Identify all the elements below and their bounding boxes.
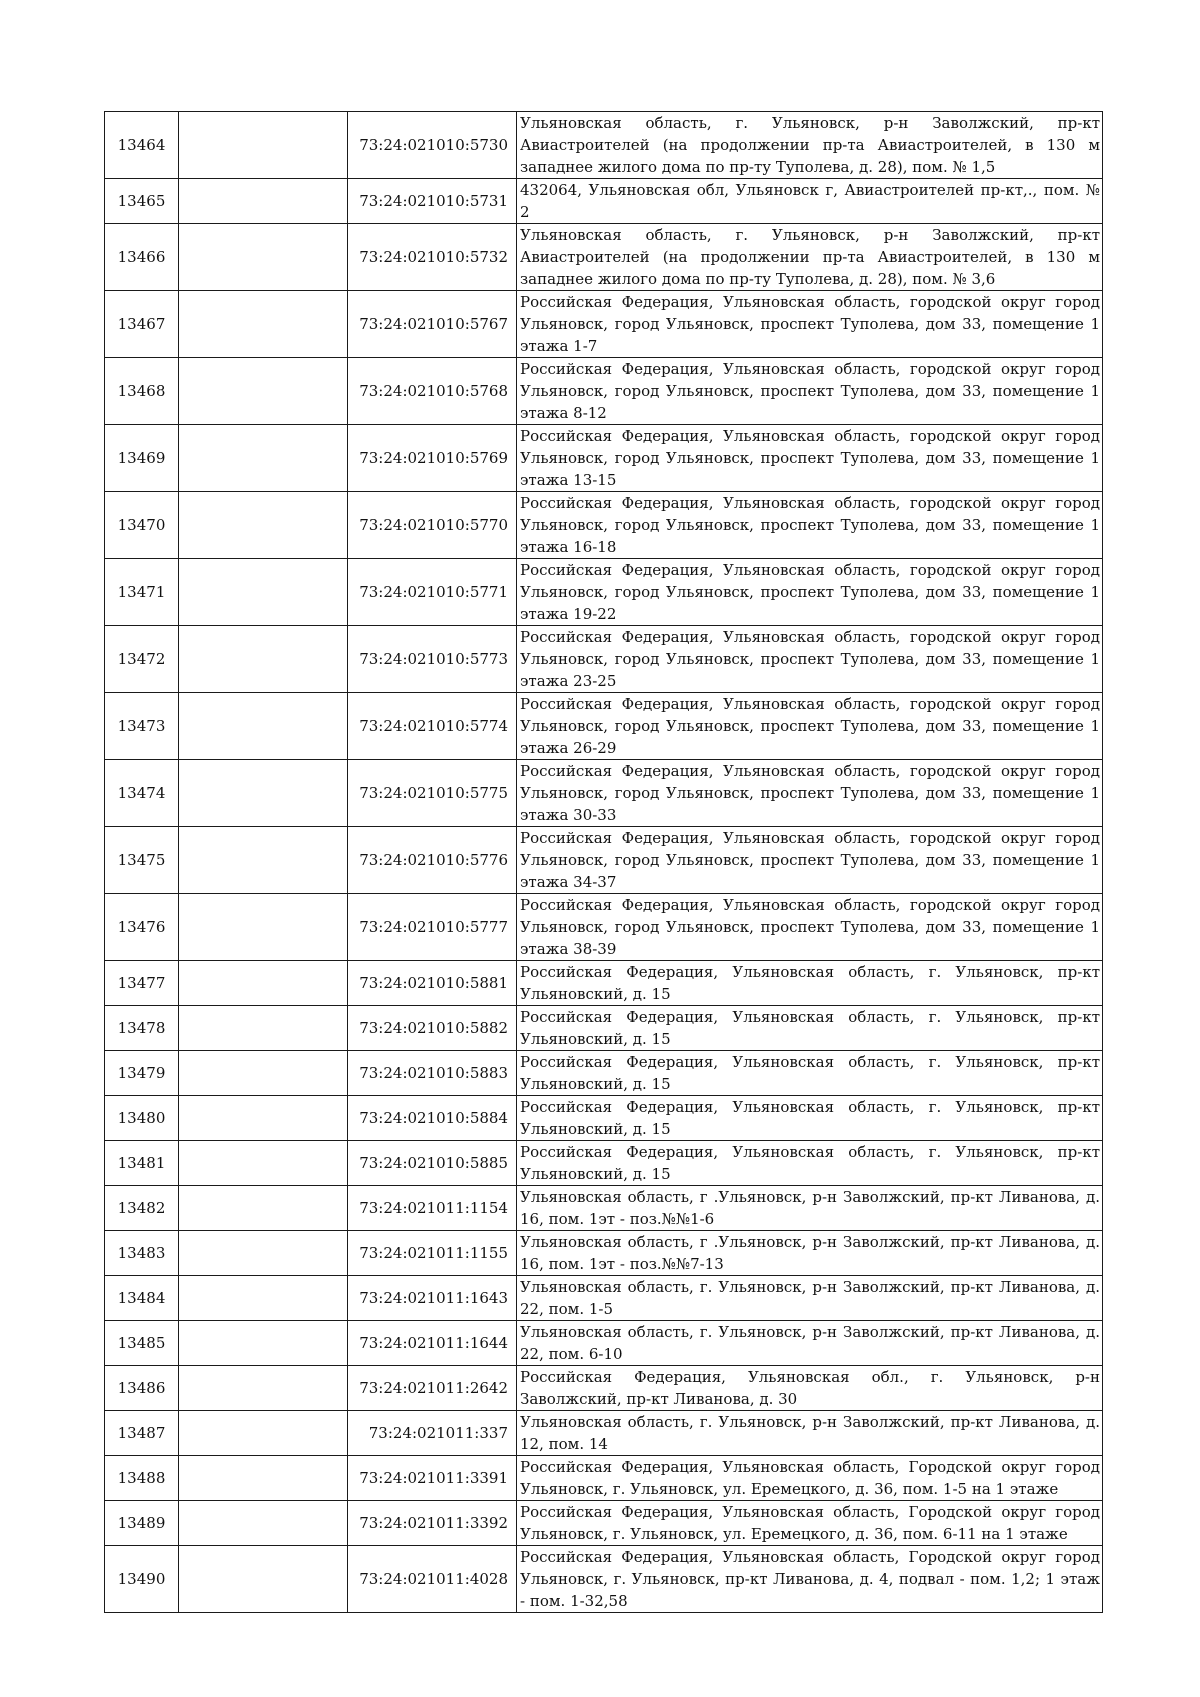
table-row xyxy=(105,1051,1103,1096)
table-row xyxy=(105,693,1103,760)
empty-cell xyxy=(179,626,348,693)
address-cell: Российская Федерация, Ульяновская область, городской округ город Ульяновск, город Ульяновск, проспект Туполева, дом 33, помещение 1 этажа 23-25 xyxy=(517,626,1103,693)
empty-cell xyxy=(179,492,348,559)
address-cell: Российская Федерация, Ульяновская область, г. Ульяновск, пр-кт Ульяновский, д. 15 xyxy=(517,1006,1103,1051)
record-number-cell: 13469 xyxy=(105,425,179,492)
address-cell: Российская Федерация, Ульяновская область, городской округ город Ульяновск, город Ульяновск, проспект Туполева, дом 33, помещение 1 этажа 1-7 xyxy=(517,291,1103,358)
table-row xyxy=(105,224,1103,291)
cadastral-number-cell: 73:24:021010:5773 xyxy=(348,626,517,693)
address-cell: Российская Федерация, Ульяновская обл., г. Ульяновск, р-н Заволжский, пр-кт Ливанова, д. 30 xyxy=(517,1366,1103,1411)
table-row xyxy=(105,492,1103,559)
empty-cell xyxy=(179,1321,348,1366)
address-cell: Ульяновская область, г .Ульяновск, р-н Заволжский, пр-кт Ливанова, д. 16, пом. 1эт - поз.№№7-13 xyxy=(517,1231,1103,1276)
address-cell: Российская Федерация, Ульяновская область, городской округ город Ульяновск, город Ульяновск, проспект Туполева, дом 33, помещение 1 этажа 34-37 xyxy=(517,827,1103,894)
empty-cell xyxy=(179,1141,348,1186)
table-row xyxy=(105,358,1103,425)
table-row xyxy=(105,1006,1103,1051)
table-row xyxy=(105,961,1103,1006)
cadastral-number-cell: 73:24:021011:1155 xyxy=(348,1231,517,1276)
record-number-cell: 13486 xyxy=(105,1366,179,1411)
address-cell: Российская Федерация, Ульяновская область, г. Ульяновск, пр-кт Ульяновский, д. 15 xyxy=(517,1051,1103,1096)
empty-cell xyxy=(179,179,348,224)
record-number-cell: 13482 xyxy=(105,1186,179,1231)
record-number-cell: 13485 xyxy=(105,1321,179,1366)
record-number-cell: 13476 xyxy=(105,894,179,961)
address-cell: Ульяновская область, г .Ульяновск, р-н Заволжский, пр-кт Ливанова, д. 16, пом. 1эт - поз.№№1-6 xyxy=(517,1186,1103,1231)
address-cell: Российская Федерация, Ульяновская область, Городской округ город Ульяновск, г. Ульяновск, ул. Еремецкого, д. 36, пом. 6-11 на 1 этаже xyxy=(517,1501,1103,1546)
cadastral-number-cell: 73:24:021011:3392 xyxy=(348,1501,517,1546)
record-number-cell: 13470 xyxy=(105,492,179,559)
cadastral-number-cell: 73:24:021010:5769 xyxy=(348,425,517,492)
address-cell: Ульяновская область, г. Ульяновск, р-н Заволжский, пр-кт Ливанова, д. 22, пом. 6-10 xyxy=(517,1321,1103,1366)
cadastral-number-cell: 73:24:021011:1644 xyxy=(348,1321,517,1366)
cadastral-number-cell: 73:24:021010:5885 xyxy=(348,1141,517,1186)
cadastral-number-cell: 73:24:021010:5777 xyxy=(348,894,517,961)
address-cell: Российская Федерация, Ульяновская область, г. Ульяновск, пр-кт Ульяновский, д. 15 xyxy=(517,1096,1103,1141)
table-row xyxy=(105,425,1103,492)
empty-cell xyxy=(179,894,348,961)
table-row xyxy=(105,827,1103,894)
record-number-cell: 13481 xyxy=(105,1141,179,1186)
address-cell: Российская Федерация, Ульяновская область, городской округ город Ульяновск, город Ульяновск, проспект Туполева, дом 33, помещение 1 этажа 30-33 xyxy=(517,760,1103,827)
table-row xyxy=(105,291,1103,358)
record-number-cell: 13489 xyxy=(105,1501,179,1546)
record-number-cell: 13477 xyxy=(105,961,179,1006)
empty-cell xyxy=(179,1411,348,1456)
record-number-cell: 13478 xyxy=(105,1006,179,1051)
table-row xyxy=(105,1276,1103,1321)
cadastral-number-cell: 73:24:021011:3391 xyxy=(348,1456,517,1501)
cadastral-number-cell: 73:24:021010:5881 xyxy=(348,961,517,1006)
table-row xyxy=(105,1231,1103,1276)
address-cell: Российская Федерация, Ульяновская область, городской округ город Ульяновск, город Ульяновск, проспект Туполева, дом 33, помещение 1 этажа 38-39 xyxy=(517,894,1103,961)
table-row xyxy=(105,1411,1103,1456)
empty-cell xyxy=(179,693,348,760)
cadastral-number-cell: 73:24:021010:5770 xyxy=(348,492,517,559)
table-row xyxy=(105,1186,1103,1231)
record-number-cell: 13480 xyxy=(105,1096,179,1141)
empty-cell xyxy=(179,1501,348,1546)
address-cell: Российская Федерация, Ульяновская область, городской округ город Ульяновск, город Ульяновск, проспект Туполева, дом 33, помещение 1 этажа 13-15 xyxy=(517,425,1103,492)
record-number-cell: 13465 xyxy=(105,179,179,224)
table-row xyxy=(105,626,1103,693)
address-cell: Российская Федерация, Ульяновская область, г. Ульяновск, пр-кт Ульяновский, д. 15 xyxy=(517,961,1103,1006)
cadastral-number-cell: 73:24:021010:5774 xyxy=(348,693,517,760)
empty-cell xyxy=(179,1366,348,1411)
record-number-cell: 13475 xyxy=(105,827,179,894)
address-cell: Российская Федерация, Ульяновская область, городской округ город Ульяновск, город Ульяновск, проспект Туполева, дом 33, помещение 1 этажа 16-18 xyxy=(517,492,1103,559)
cadastral-number-cell: 73:24:021010:5771 xyxy=(348,559,517,626)
address-cell: Российская Федерация, Ульяновская область, городской округ город Ульяновск, город Ульяновск, проспект Туполева, дом 33, помещение 1 этажа 19-22 xyxy=(517,559,1103,626)
table-row xyxy=(105,1456,1103,1501)
table-row xyxy=(105,760,1103,827)
record-number-cell: 13479 xyxy=(105,1051,179,1096)
record-number-cell: 13464 xyxy=(105,112,179,179)
cadastral-number-cell: 73:24:021010:5767 xyxy=(348,291,517,358)
address-cell: Ульяновская область, г. Ульяновск, р-н Заволжский, пр-кт Авиастроителей (на продолжении пр-та Авиастроителей, в 130 м западнее жилого дома по пр-ту Туполева, д. 28), пом. № 1,5 xyxy=(517,112,1103,179)
empty-cell xyxy=(179,425,348,492)
empty-cell xyxy=(179,760,348,827)
address-cell: Ульяновская область, г. Ульяновск, р-н Заволжский, пр-кт Авиастроителей (на продолжении пр-та Авиастроителей, в 130 м западнее жилого дома по пр-ту Туполева, д. 28), пом. № 3,6 xyxy=(517,224,1103,291)
cadastral-number-cell: 73:24:021010:5882 xyxy=(348,1006,517,1051)
address-cell: Ульяновская область, г. Ульяновск, р-н Заволжский, пр-кт Ливанова, д. 22, пом. 1-5 xyxy=(517,1276,1103,1321)
record-number-cell: 13468 xyxy=(105,358,179,425)
record-number-cell: 13484 xyxy=(105,1276,179,1321)
record-number-cell: 13467 xyxy=(105,291,179,358)
cadastral-number-cell: 73:24:021011:337 xyxy=(348,1411,517,1456)
empty-cell xyxy=(179,1546,348,1613)
table-row xyxy=(105,179,1103,224)
cadastral-number-cell: 73:24:021010:5883 xyxy=(348,1051,517,1096)
address-cell: Российская Федерация, Ульяновская область, г. Ульяновск, пр-кт Ульяновский, д. 15 xyxy=(517,1141,1103,1186)
empty-cell xyxy=(179,224,348,291)
empty-cell xyxy=(179,827,348,894)
record-number-cell: 13473 xyxy=(105,693,179,760)
record-number-cell: 13474 xyxy=(105,760,179,827)
cadastral-number-cell: 73:24:021011:2642 xyxy=(348,1366,517,1411)
empty-cell xyxy=(179,1096,348,1141)
record-number-cell: 13472 xyxy=(105,626,179,693)
cadastral-number-cell: 73:24:021010:5732 xyxy=(348,224,517,291)
address-cell: Российская Федерация, Ульяновская область, городской округ город Ульяновск, город Ульяновск, проспект Туполева, дом 33, помещение 1 этажа 26-29 xyxy=(517,693,1103,760)
empty-cell xyxy=(179,961,348,1006)
cadastral-number-cell: 73:24:021010:5776 xyxy=(348,827,517,894)
table-row xyxy=(105,1501,1103,1546)
empty-cell xyxy=(179,358,348,425)
record-number-cell: 13487 xyxy=(105,1411,179,1456)
empty-cell xyxy=(179,291,348,358)
cadastral-number-cell: 73:24:021010:5731 xyxy=(348,179,517,224)
record-number-cell: 13490 xyxy=(105,1546,179,1613)
cadastral-number-cell: 73:24:021011:1154 xyxy=(348,1186,517,1231)
table-row xyxy=(105,1366,1103,1411)
record-number-cell: 13483 xyxy=(105,1231,179,1276)
table-row xyxy=(105,894,1103,961)
cadastral-number-cell: 73:24:021010:5730 xyxy=(348,112,517,179)
address-cell: Российская Федерация, Ульяновская область, городской округ город Ульяновск, город Ульяновск, проспект Туполева, дом 33, помещение 1 этажа 8-12 xyxy=(517,358,1103,425)
address-cell: Российская Федерация, Ульяновская область, Городской округ город Ульяновск, г. Ульяновск, ул. Еремецкого, д. 36, пом. 1-5 на 1 этаже xyxy=(517,1456,1103,1501)
address-cell: Ульяновская область, г. Ульяновск, р-н Заволжский, пр-кт Ливанова, д. 12, пом. 14 xyxy=(517,1411,1103,1456)
cadastral-number-cell: 73:24:021011:1643 xyxy=(348,1276,517,1321)
empty-cell xyxy=(179,1186,348,1231)
table-row xyxy=(105,559,1103,626)
cadastral-number-cell: 73:24:021010:5768 xyxy=(348,358,517,425)
empty-cell xyxy=(179,1456,348,1501)
empty-cell xyxy=(179,1231,348,1276)
table-row xyxy=(105,1141,1103,1186)
table-row xyxy=(105,1321,1103,1366)
address-cell: Российская Федерация, Ульяновская область, Городской округ город Ульяновск, г. Ульяновск, пр-кт Ливанова, д. 4, подвал - пом. 1,2; 1 этаж - пом. 1-32,58 xyxy=(517,1546,1103,1613)
table-row xyxy=(105,1546,1103,1613)
empty-cell xyxy=(179,1006,348,1051)
record-number-cell: 13466 xyxy=(105,224,179,291)
empty-cell xyxy=(179,112,348,179)
empty-cell xyxy=(179,559,348,626)
property-register-table xyxy=(104,111,1103,1613)
cadastral-number-cell: 73:24:021011:4028 xyxy=(348,1546,517,1613)
record-number-cell: 13471 xyxy=(105,559,179,626)
cadastral-number-cell: 73:24:021010:5775 xyxy=(348,760,517,827)
record-number-cell: 13488 xyxy=(105,1456,179,1501)
register-table-body xyxy=(105,112,1103,1613)
empty-cell xyxy=(179,1276,348,1321)
table-row xyxy=(105,112,1103,179)
address-cell: 432064, Ульяновская обл, Ульяновск г, Авиастроителей пр-кт,., пом. № 2 xyxy=(517,179,1103,224)
table-row xyxy=(105,1096,1103,1141)
cadastral-number-cell: 73:24:021010:5884 xyxy=(348,1096,517,1141)
empty-cell xyxy=(179,1051,348,1096)
